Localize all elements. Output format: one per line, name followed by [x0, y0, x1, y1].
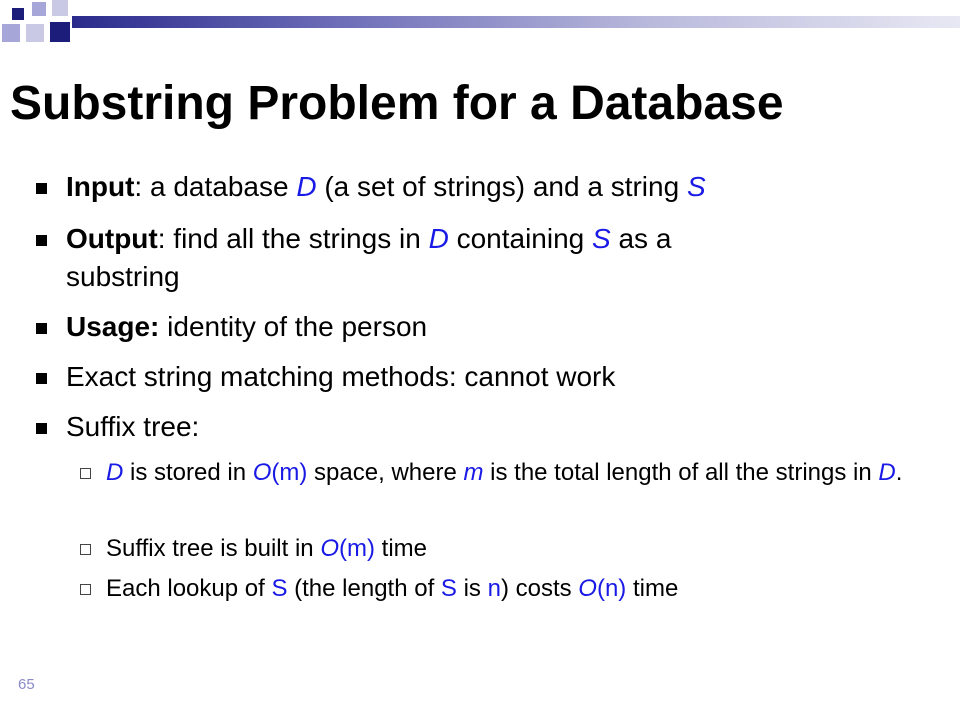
- text-run: D: [296, 171, 317, 202]
- text-run: is the total length of all the strings in: [483, 459, 879, 486]
- bullet-square-icon: [36, 373, 47, 384]
- header-gradient-bar: [72, 16, 960, 28]
- bullet-square-icon: [36, 323, 47, 334]
- text-run: ) costs: [500, 575, 579, 602]
- text-run: (n): [596, 575, 627, 602]
- bullet-text: [66, 168, 926, 206]
- text-run: is stored in: [123, 459, 253, 486]
- text-run: Suffix tree:: [66, 411, 200, 442]
- text-run: (a set of strings) and a string: [316, 171, 687, 202]
- sub-bullet-box-icon: [80, 584, 91, 595]
- text-run: containing: [448, 223, 593, 254]
- text-run: : a database: [134, 171, 297, 202]
- text-run: D: [106, 459, 124, 486]
- text-run: identity of the person: [159, 311, 428, 342]
- text-run: : find all the strings in: [157, 223, 429, 254]
- sub-bullet-item: [0, 534, 960, 566]
- text-run: time: [626, 575, 679, 602]
- text-run: (the length of: [287, 575, 441, 602]
- text-run: (m): [271, 459, 308, 486]
- deco-square: [50, 22, 70, 42]
- page-number: 65: [18, 676, 35, 693]
- bullet-text: [66, 358, 926, 396]
- bullet-item: [0, 408, 960, 448]
- bullet-item: [0, 358, 960, 398]
- sub-bullet-item: [0, 458, 960, 520]
- text-run: S: [686, 171, 706, 202]
- text-run: Suffix tree is built in: [106, 535, 321, 562]
- text-run: S: [440, 575, 457, 602]
- text-run: space, where: [307, 459, 464, 486]
- text-run: Exact string matching methods: cannot work: [66, 361, 616, 392]
- bullet-square-icon: [36, 423, 47, 434]
- text-run: as a substring: [66, 223, 672, 292]
- text-run: O: [578, 575, 597, 602]
- slide-title: Substring Problem for a Database: [10, 77, 784, 130]
- text-run: Input: [66, 171, 135, 202]
- sub-bullet-text: [106, 534, 926, 564]
- bullet-item: [0, 168, 960, 208]
- bullet-square-icon: [36, 183, 47, 194]
- deco-square: [12, 8, 24, 20]
- text-run: Output: [66, 223, 158, 254]
- bullet-square-icon: [36, 235, 47, 246]
- sub-bullet-item: [0, 574, 960, 606]
- bullet-text: [66, 308, 926, 346]
- bullet-item: [0, 308, 960, 348]
- sub-bullet-text: [106, 574, 926, 604]
- text-run: Usage:: [66, 311, 160, 342]
- sub-bullet-text: [106, 458, 926, 488]
- text-run: S: [271, 575, 288, 602]
- text-run: (m): [339, 535, 375, 562]
- deco-square: [2, 24, 20, 42]
- sub-bullet-box-icon: [80, 468, 91, 479]
- text-run: .: [895, 459, 903, 486]
- text-run: O: [252, 459, 272, 486]
- text-run: Each lookup of: [106, 575, 272, 602]
- text-run: is: [456, 575, 488, 602]
- text-run: m: [463, 459, 484, 486]
- text-run: O: [320, 535, 339, 562]
- text-run: D: [878, 459, 896, 486]
- deco-square: [52, 0, 68, 16]
- text-run: D: [428, 223, 449, 254]
- bullet-text: [66, 408, 926, 446]
- text-run: time: [374, 535, 427, 562]
- text-run: n: [487, 575, 501, 602]
- deco-square: [32, 2, 46, 16]
- sub-bullet-box-icon: [80, 544, 91, 555]
- text-run: S: [592, 223, 611, 254]
- bullet-item: [0, 220, 960, 300]
- deco-square: [26, 24, 44, 42]
- bullet-text: [66, 220, 726, 296]
